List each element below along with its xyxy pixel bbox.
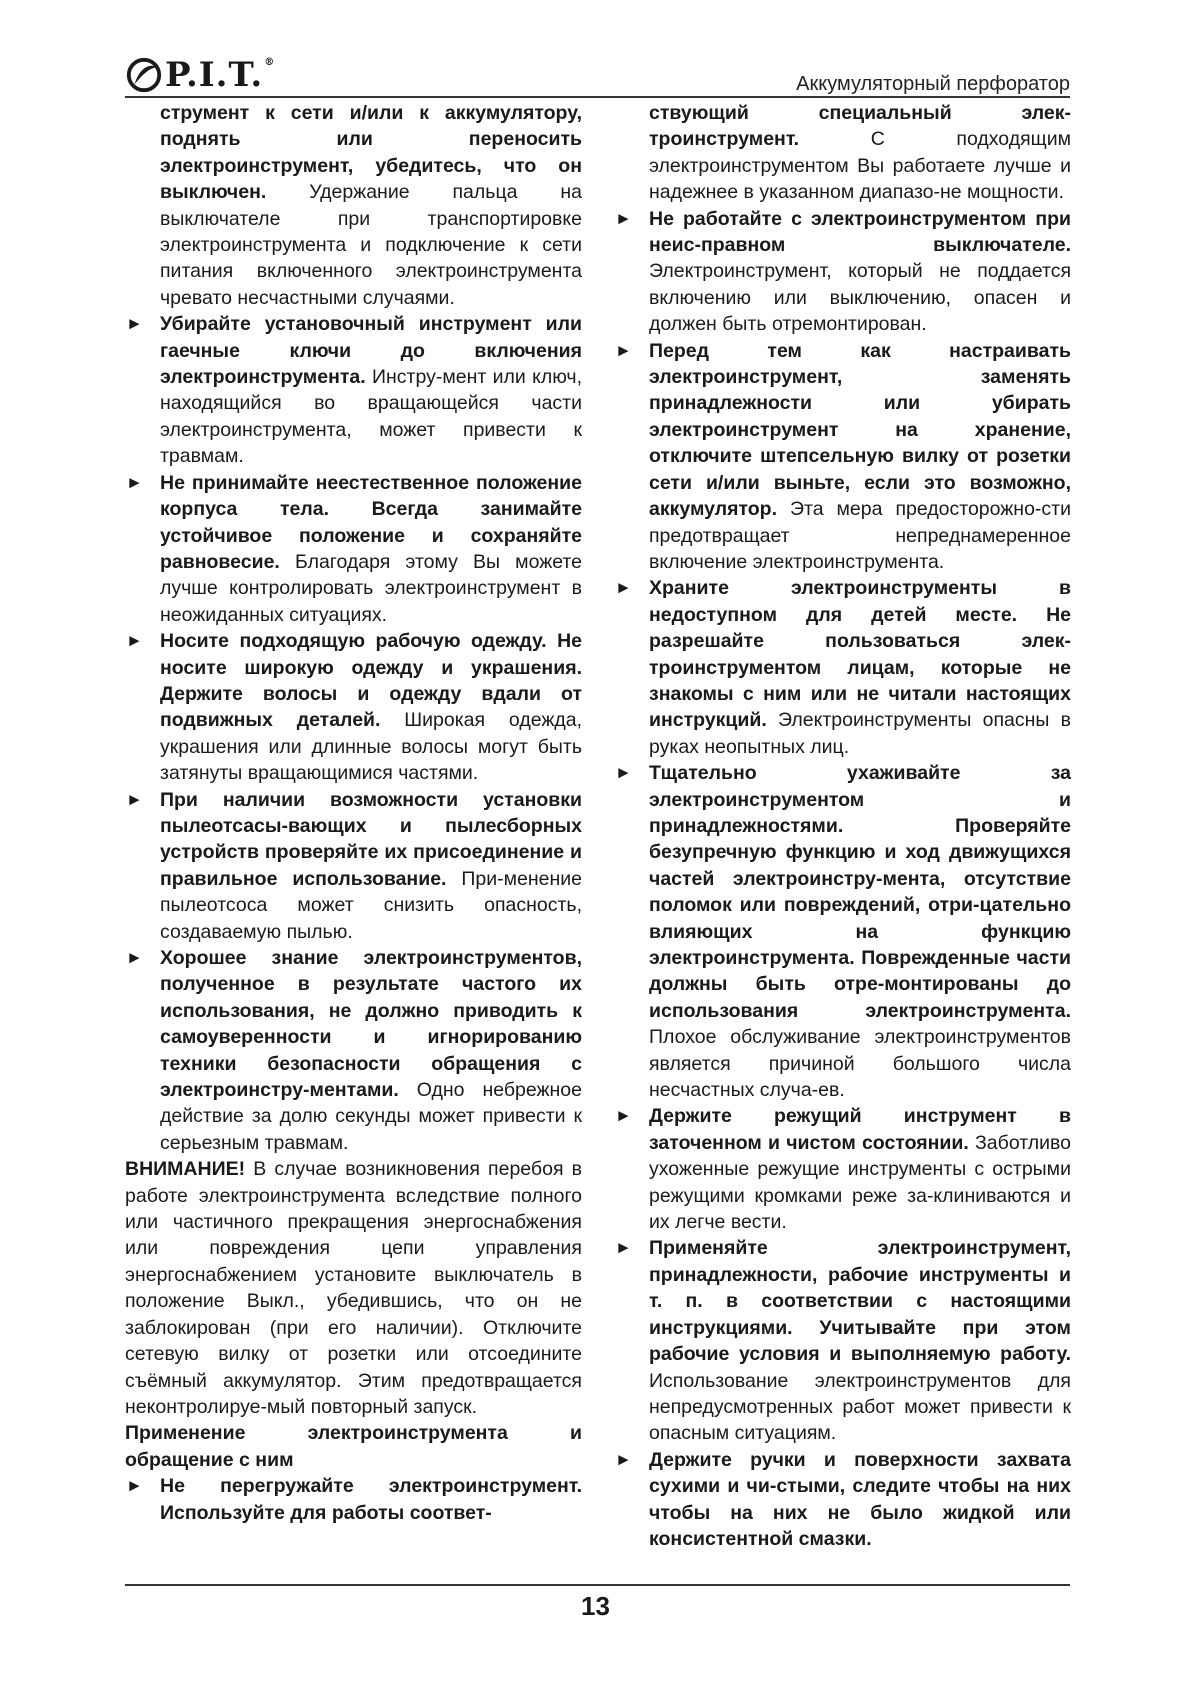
section-heading: Применение электроинструмента и обращение с ним — [125, 1422, 582, 1471]
triangle-right-icon: ► — [126, 314, 143, 334]
warning-paragraph: ВНИМАНИЕ! В случае возникновения перебоя в работе электроинструмента вследствие полного или частичного прекращения энергоснабжения или повреждения цепи управления энергоснабжением установите выключатель в положение Выкл., убедившись, что он не заблокирован (при его наличии). Отключите сетевую вилку от розетки или отсоедините съёмный аккумулятор. Этим предотвращается неконтролируе-мый повторный запуск. — [125, 1158, 582, 1418]
list-item: ► Носите подходящую рабочую одежду. Не носите широкую одежду и украшения. Держите волосы и одежду вдали от подвижных деталей. Широкая одежда, украшения или длинные волосы могут быть затянуты вращающимися частями. — [126, 630, 583, 785]
list-item: ► Не работайте с электроинструментом при неис-правном выключателе. Электроинструмент, который не поддается включению или выключению, опасен и должен быть отремонтирован. — [615, 207, 1071, 336]
triangle-right-icon: ► — [615, 578, 632, 598]
triangle-right-icon: ► — [615, 1106, 632, 1126]
list-item: ► При наличии возможности установки пылеотсасы-вающих и пылесборных устройств проверяйте их присоединение и правильное использование. При-менение пылеотсоса может снизить опасность, создаваемую пылью. — [126, 788, 582, 943]
list-item: ► Перед тем как настраивать электроинструмент, заменять принадлежности или убирать электроинструмент на хранение, отключите штепсельную вилку от розетки сети и/или выньте, если это возможно, аккумулятор. Эта мера предосторожно-сти предотвращает непреднамеренное включение электроинструмента. — [615, 339, 1071, 573]
page-header — [125, 52, 1070, 100]
list-item: ► Держите режущий инструмент в заточенном и чистом состоянии. Заботливо ухоженные режущие инструменты с острыми режущими кромками реже за-клиниваются и их легче вести. — [615, 1105, 1071, 1234]
triangle-right-icon: ► — [126, 631, 143, 651]
page-number: 13 — [581, 1591, 610, 1621]
triangle-right-icon: ► — [126, 789, 143, 809]
header-divider — [125, 96, 1070, 98]
list-item: ► Не принимайте неестественное положение корпуса тела. Всегда занимайте устойчивое положение и сохраняйте равновесие. Благодаря этому Вы можете лучше контролировать электроинструмент в неожиданных ситуациях. — [126, 471, 582, 626]
list-item: ► Держите ручки и поверхности захвата сухими и чи-стыми, следите чтобы на них чтобы на них не было жидкой или консистентной смазки. — [615, 1448, 1071, 1550]
left-column — [125, 100, 582, 1526]
list-item: ► Хорошее знание электроинструментов, полученное в результате частого их использования, не должно приводить к самоуверенности и игнорированию техники безопасности обращения с электроинстру-ментами. Одно небрежное действие за долю секунды может привести к серьезным травмам. — [126, 947, 582, 1154]
triangle-right-icon: ► — [126, 948, 143, 967]
triangle-right-icon: ► — [615, 1449, 632, 1469]
list-item-continued: ствующий специальный элек-троинструмент. С подходящим электроинструментом Вы работаете лучше и надежнее в указанном диапазо-не мощности. — [649, 102, 1071, 204]
list-item: ► Храните электроинструменты в недоступном для детей месте. Не разрешайте пользоваться элек-троинструментом лицам, которые не знакомы с ним или не читали настоящих инструкций. Электроинструменты опасны в руках неопытных лиц. — [615, 577, 1071, 758]
footer-divider — [125, 1584, 1070, 1586]
document-title: Аккумуляторный перфоратор — [796, 73, 1070, 95]
list-item: ► Тщательно ухаживайте за электроинструментом и принадлежностями. Проверяйте безупречную функцию и ход движущихся частей электроинстру-мента, отсутствие поломок или повреждений, отри-цательно влияющих на функцию электроинструмента. Поврежденные части должны быть отре-монтированы до использования электроинструмента. Плохое обслуживание электроинструментов является причиной большого числа несчастных случа-ев. — [615, 762, 1071, 1102]
triangle-right-icon: ► — [615, 208, 632, 228]
triangle-right-icon: ► — [615, 763, 632, 783]
triangle-right-icon: ► — [126, 472, 143, 492]
pit-logo-icon — [125, 56, 163, 94]
list-item-continued: струмент к сети и/или к аккумулятору, поднять или переносить электроинструмент, убедитесь, что он выключен. Удержание пальца на выключателе при транспортировке электроинструмента и подключение к сети питания включенного электроинструмента чревато несчастными случаями. — [160, 102, 582, 309]
list-item: ► Применяйте электроинструмент, принадлежности, рабочие инструменты и т. п. в соответствии с настоящими инструкциями. Учитывайте при этом рабочие условия и выполняемую работу. Использование электроинструментов для непредусмотренных работ может привести к опасным ситуациям. — [615, 1237, 1071, 1445]
brand-logo — [125, 54, 275, 96]
triangle-right-icon: ► — [615, 340, 632, 360]
logo-text: P.I.T.® — [165, 55, 276, 95]
list-item: ► Не перегружайте электроинструмент. Используйте для работы соответ- — [126, 1475, 582, 1524]
triangle-right-icon: ► — [126, 1476, 143, 1496]
triangle-right-icon: ► — [615, 1238, 632, 1258]
list-item: ► Убирайте установочный инструмент или гаечные ключи до включения электроинструмента. Инстру-мент или ключ, находящийся во вращающейся части электроинструмента, может привести к травмам. — [126, 313, 582, 468]
right-column — [614, 100, 1071, 1552]
